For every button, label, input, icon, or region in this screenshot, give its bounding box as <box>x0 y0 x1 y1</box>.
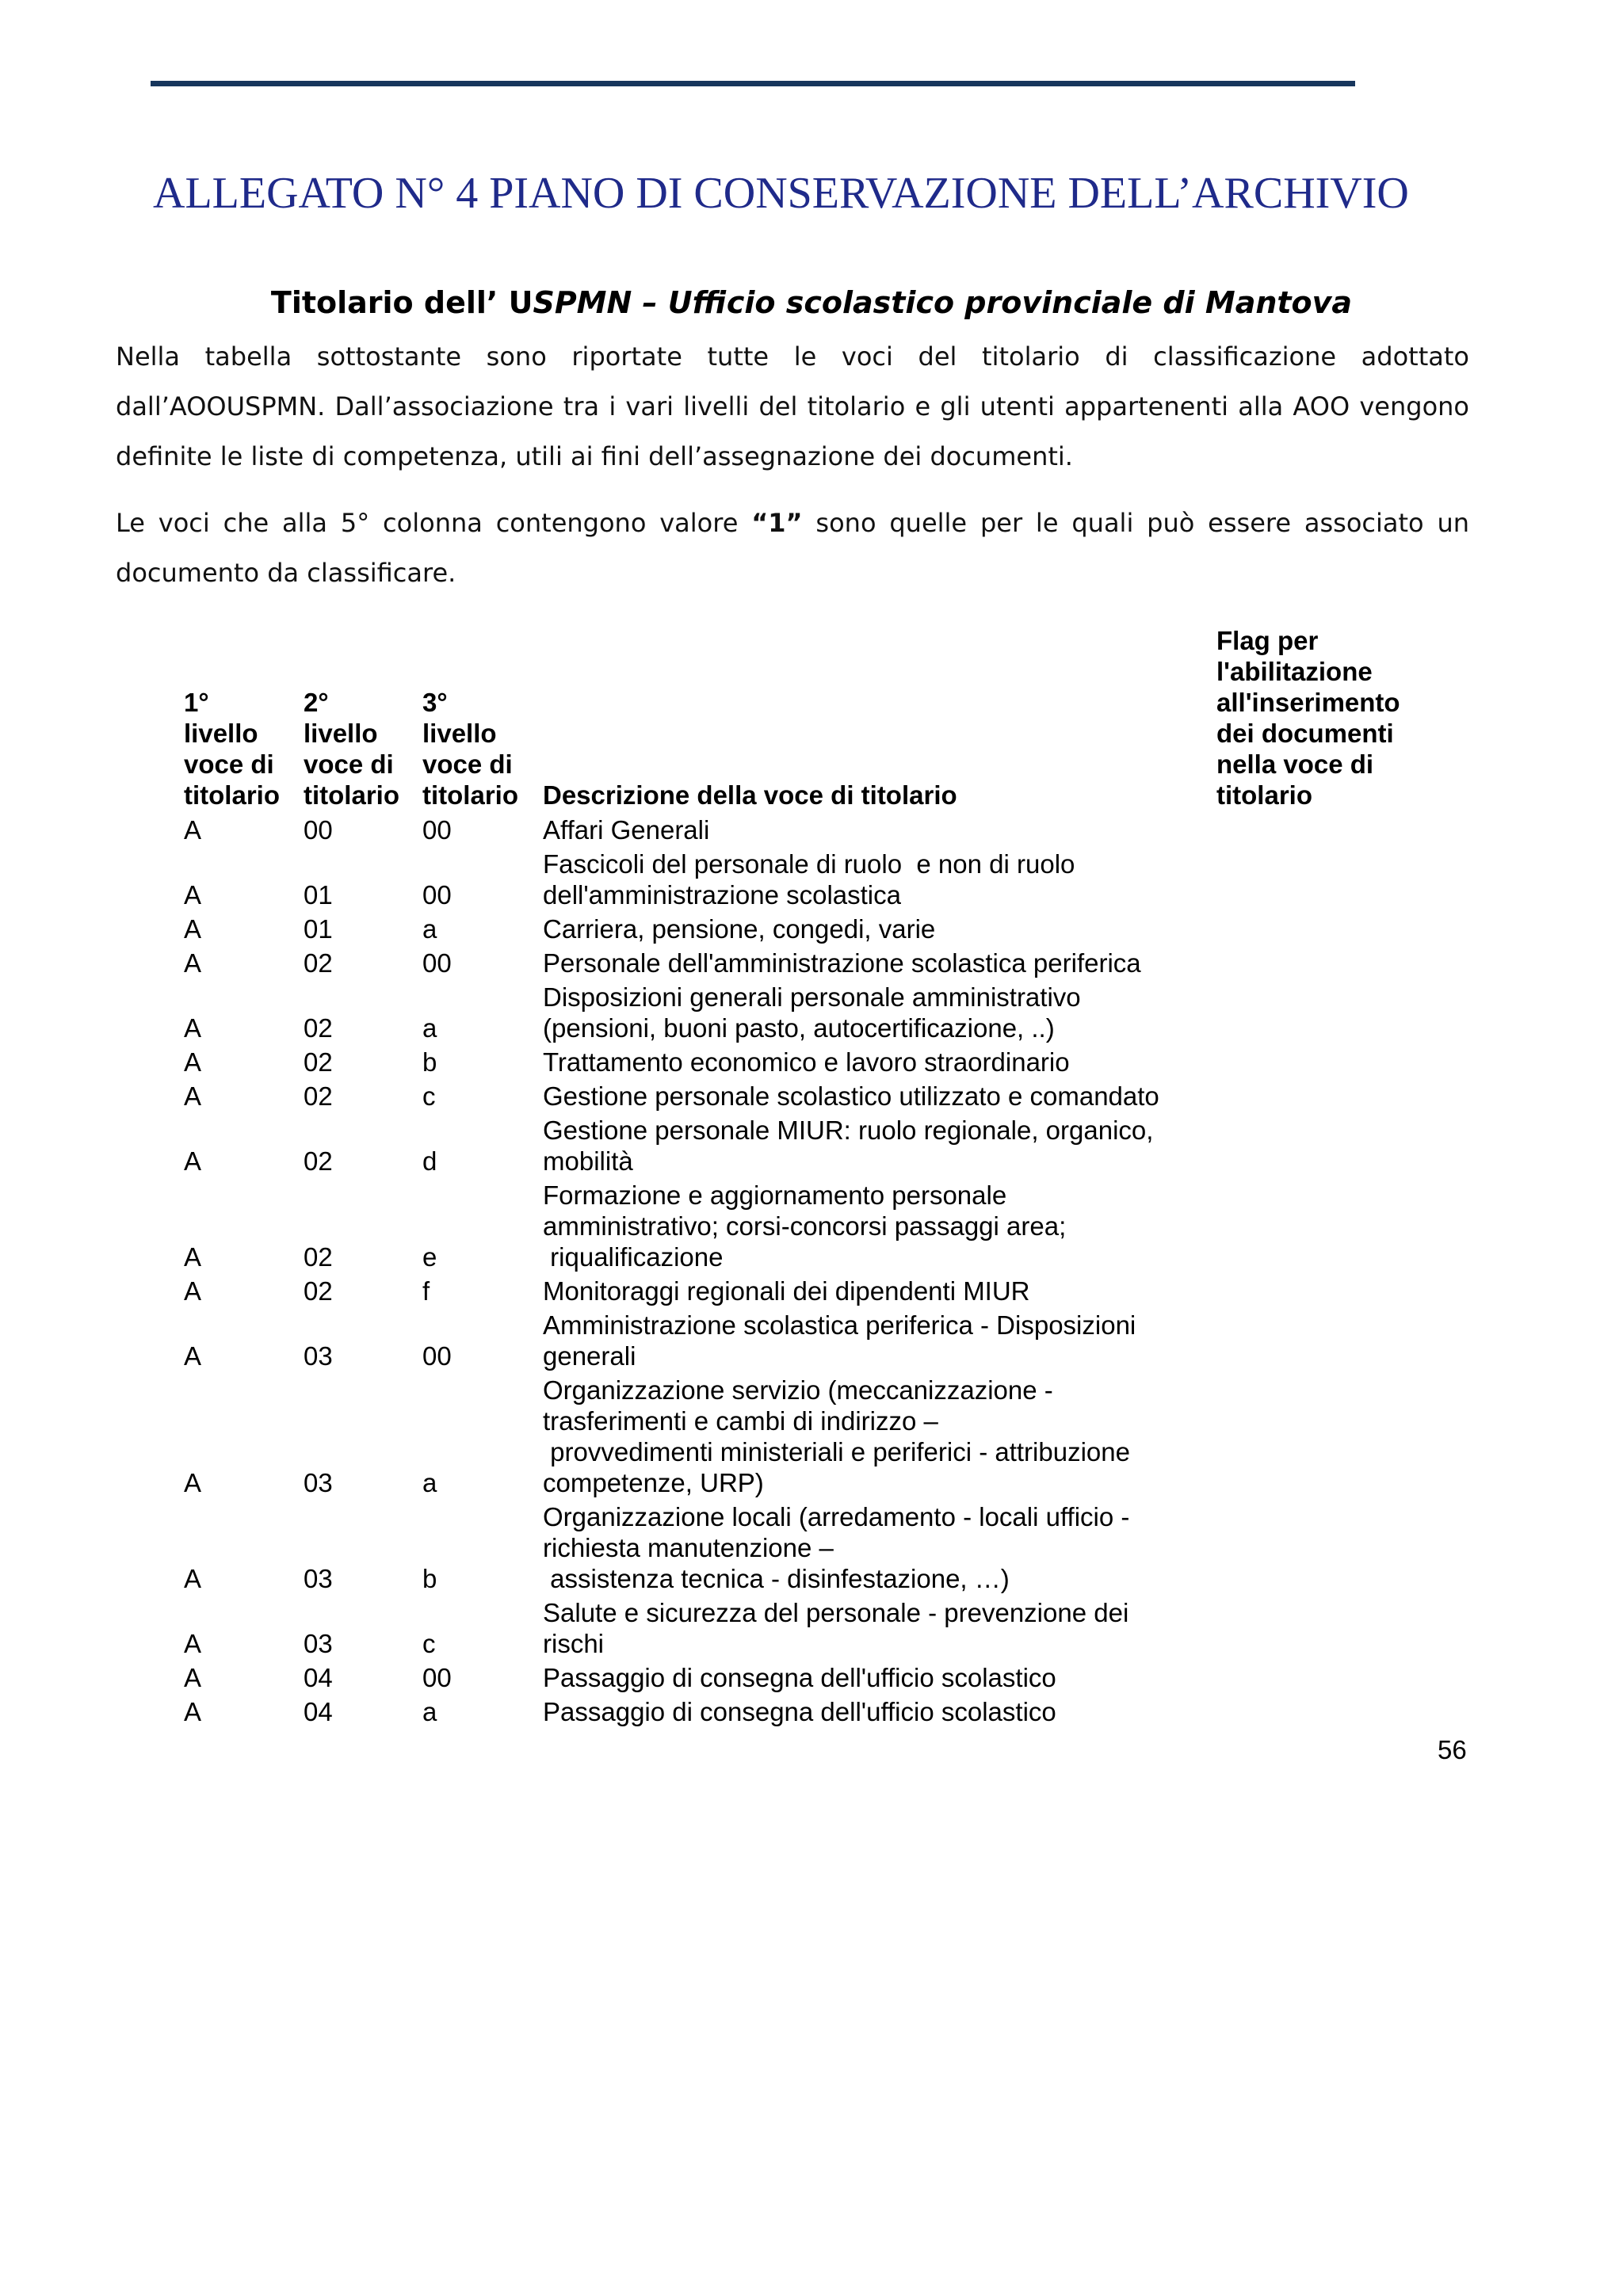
cell-level2: 02 <box>304 1081 333 1111</box>
cell-level1: A <box>184 1047 202 1077</box>
header-level3 <box>422 687 518 810</box>
header-level2-line: livello <box>304 719 378 748</box>
cell-level1: A <box>184 914 202 944</box>
cell-description: riqualificazione <box>543 1242 724 1272</box>
header-level2-line: 2° <box>304 688 329 717</box>
cell-level2: 02 <box>304 1013 333 1043</box>
cell-level3: 00 <box>422 1663 452 1692</box>
cell-description: Formazione e aggiornamento personale <box>543 1180 1007 1210</box>
header-level3-line: livello <box>422 719 497 748</box>
cell-level1: A <box>184 1468 202 1497</box>
cell-level1: A <box>184 1663 202 1692</box>
cell-description: Organizzazione servizio (meccanizzazione - <box>543 1375 1053 1405</box>
cell-level2: 03 <box>304 1468 333 1497</box>
cell-level2: 02 <box>304 1276 333 1306</box>
cell-description: Affari Generali <box>543 815 710 845</box>
header-level3-line: 3° <box>422 688 448 717</box>
cell-level1: A <box>184 1697 202 1726</box>
cell-level2: 00 <box>304 815 333 845</box>
header-level1-line: titolario <box>184 780 280 810</box>
cell-description: assistenza tecnica - disinfestazione, …) <box>543 1564 1010 1593</box>
cell-description: Gestione personale scolastico utilizzato e comandato <box>543 1081 1159 1111</box>
header-rule <box>151 81 1355 86</box>
cell-level3: 00 <box>422 948 452 978</box>
cell-level3: d <box>422 1146 437 1176</box>
cell-description: amministrativo; corsi-concorsi passaggi area; <box>543 1211 1067 1241</box>
cell-level1: A <box>184 880 202 910</box>
cell-level1: A <box>184 1146 202 1176</box>
cell-description: Organizzazione locali (arredamento - locali ufficio - <box>543 1502 1130 1531</box>
cell-level3: 00 <box>422 1341 452 1371</box>
header-flag-line: titolario <box>1216 780 1312 810</box>
header-level2-line: voce di <box>304 749 394 779</box>
cell-description: Gestione personale MIUR: ruolo regionale, organico, <box>543 1116 1154 1145</box>
cell-level2: 04 <box>304 1663 333 1692</box>
cell-level1: A <box>184 1242 202 1272</box>
note-value: “1” <box>751 508 803 538</box>
cell-description: Personale dell'amministrazione scolastica periferica <box>543 948 1141 978</box>
cell-description: trasferimenti e cambi di indirizzo – <box>543 1406 938 1436</box>
cell-description: Monitoraggi regionali dei dipendenti MIUR <box>543 1276 1030 1306</box>
cell-level2: 03 <box>304 1564 333 1593</box>
cell-description: (pensioni, buoni pasto, autocertificazione, ..) <box>543 1013 1055 1043</box>
header-level1-line: 1° <box>184 688 209 717</box>
header-description-line: Descrizione della voce di titolario <box>543 780 957 810</box>
cell-level3: 00 <box>422 880 452 910</box>
note-paragraph <box>116 498 1469 598</box>
cell-level2: 02 <box>304 1242 333 1272</box>
header-flag-line: Flag per <box>1216 626 1319 655</box>
page-number: 56 <box>1438 1735 1467 1764</box>
cell-level3: c <box>422 1081 436 1111</box>
header-description <box>543 780 957 810</box>
header-flag-line: all'inserimento <box>1216 688 1400 717</box>
cell-level1: A <box>184 1564 202 1593</box>
cell-description: generali <box>543 1341 636 1371</box>
document-title: ALLEGATO N° 4 PIANO DI CONSERVAZIONE DELL’ARCHIVIO <box>153 169 1409 218</box>
intro-paragraph: Nella tabella sottostante sono riportate tutte le voci del titolario di classificazione adottato dall’AOOUSPMN. Dall’associazione tra i vari livelli del titolario e gli utenti appartenenti alla AOO vengono definite le liste di competenza, utili ai fini dell’assegnazione dei documenti. <box>116 341 1469 471</box>
cell-description: Passaggio di consegna dell'ufficio scolastico <box>543 1697 1056 1726</box>
subtitle-plain: Titolario dell’ U <box>270 285 533 320</box>
cell-level3: a <box>422 1468 437 1497</box>
header-level1-line: voce di <box>184 749 274 779</box>
header-flag-line: dei documenti <box>1216 719 1394 748</box>
cell-description: richiesta manutenzione – <box>543 1533 834 1562</box>
header-flag-line: l'abilitazione <box>1216 657 1373 686</box>
cell-description: provvedimenti ministeriali e periferici - attribuzione <box>543 1437 1130 1466</box>
header-flag-line: nella voce di <box>1216 749 1374 779</box>
cell-level3: 00 <box>422 815 452 845</box>
cell-level3: a <box>422 1697 437 1726</box>
cell-level3: f <box>422 1276 430 1306</box>
cell-level3: e <box>422 1242 437 1272</box>
cell-level1: A <box>184 1276 202 1306</box>
cell-description: Amministrazione scolastica periferica - Disposizioni <box>543 1310 1136 1340</box>
cell-level2: 02 <box>304 1047 333 1077</box>
cell-level3: a <box>422 1013 437 1043</box>
cell-description: Disposizioni generali personale amministrativo <box>543 982 1081 1012</box>
header-level2 <box>304 687 399 810</box>
header-flag <box>1216 625 1400 810</box>
cell-level2: 04 <box>304 1697 333 1726</box>
cell-description: Fascicoli del personale di ruolo e non di ruolo <box>543 849 1075 879</box>
cell-level1: A <box>184 1081 202 1111</box>
cell-level1: A <box>184 948 202 978</box>
cell-description: mobilità <box>543 1146 633 1176</box>
cell-level3: b <box>422 1564 437 1593</box>
cell-level3: a <box>422 914 437 944</box>
cell-description: Salute e sicurezza del personale - prevenzione dei <box>543 1598 1129 1627</box>
cell-level2: 01 <box>304 914 333 944</box>
cell-level3: c <box>422 1629 436 1658</box>
subtitle-italic: SPMN – Ufficio scolastico provinciale di Mantova <box>533 285 1353 320</box>
cell-level2: 02 <box>304 948 333 978</box>
note-text-pre: Le voci che alla 5° colonna contengono valore <box>116 508 752 538</box>
section-subtitle <box>0 285 1623 320</box>
header-level1 <box>184 687 280 810</box>
cell-level2: 03 <box>304 1341 333 1371</box>
cell-description: Carriera, pensione, congedi, varie <box>543 914 936 944</box>
cell-description: competenze, URP) <box>543 1468 764 1497</box>
cell-level1: A <box>184 815 202 845</box>
cell-level1: A <box>184 1629 202 1658</box>
header-level3-line: voce di <box>422 749 513 779</box>
cell-level1: A <box>184 1341 202 1371</box>
cell-level2: 03 <box>304 1629 333 1658</box>
cell-level3: b <box>422 1047 437 1077</box>
cell-description: rischi <box>543 1629 605 1658</box>
cell-level1: A <box>184 1013 202 1043</box>
cell-level2: 01 <box>304 880 333 910</box>
header-level1-line: livello <box>184 719 258 748</box>
cell-description: Trattamento economico e lavoro straordinario <box>543 1047 1070 1077</box>
header-level3-line: titolario <box>422 780 518 810</box>
cell-level2: 02 <box>304 1146 333 1176</box>
note-text-post: sono quelle per le quali può essere associato un documento da classificare. <box>116 508 1470 588</box>
header-level2-line: titolario <box>304 780 399 810</box>
cell-description: Passaggio di consegna dell'ufficio scolastico <box>543 1663 1056 1692</box>
cell-description: dell'amministrazione scolastica <box>543 880 901 910</box>
